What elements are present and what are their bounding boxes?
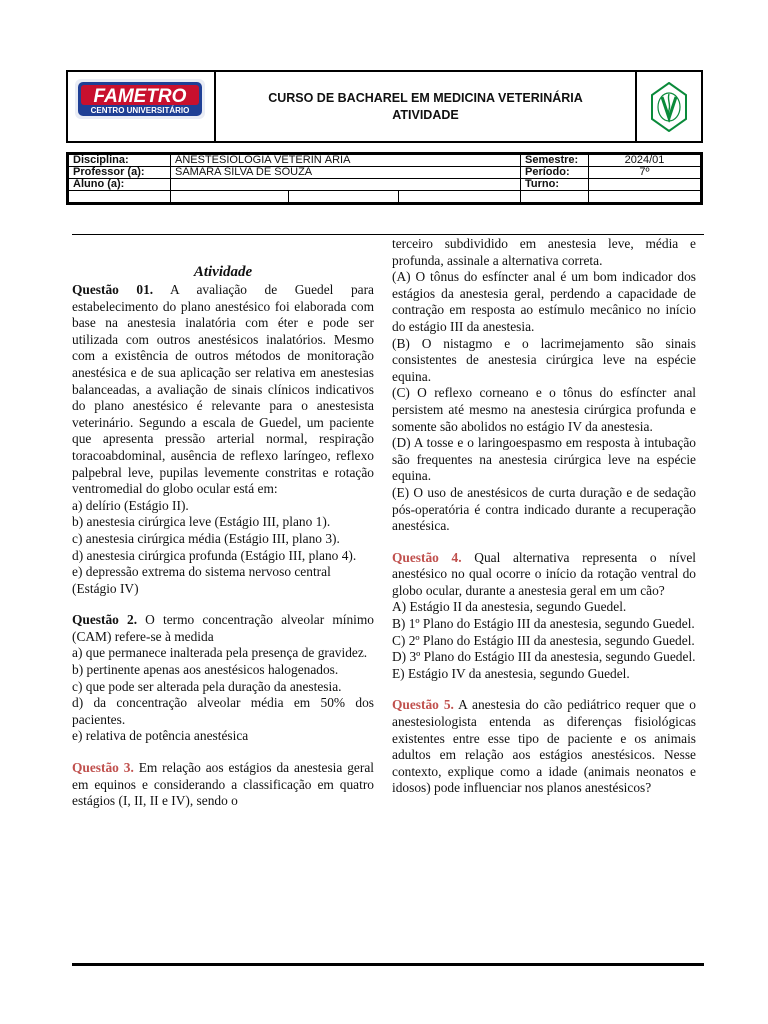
question-2 — [72, 612, 374, 645]
info-table — [66, 152, 703, 205]
table-row — [69, 179, 701, 191]
question-3-label: Questão 3. — [72, 760, 134, 776]
blank-cell — [521, 191, 589, 203]
question-1-label: Questão 01. — [72, 282, 154, 297]
course-title: CURSO DE BACHAREL EM MEDICINA VETERINÁRIA — [268, 90, 583, 105]
question-3-option: (C) O reflexo corneano e o tônus do esfíncter anal persistem até mesmo na anestesia cirúrgica profunda e somente são abolidos no estágio IV da anestesia. — [392, 385, 696, 434]
blank-cell — [399, 191, 521, 203]
student-value — [171, 179, 521, 191]
question-2-option: b) pertinente apenas aos anestésicos halogenados. — [72, 662, 339, 678]
fametro-logo — [75, 79, 205, 119]
question-2-option: d) da concentração alveolar média em 50% dos pacientes. — [72, 695, 374, 727]
semester-label: Semestre: — [521, 155, 589, 167]
question-2-option: a) que permanece inalterada pela presença de gravidez. — [72, 645, 368, 661]
document-header — [66, 70, 703, 143]
discipline-value: ANESTESIOLOGIA VETERIN ÁRIA — [171, 155, 521, 167]
question-5 — [392, 697, 696, 797]
question-3-text: Em relação aos estágios da anestesia geral em equinos e considerando a classificação em quatro estágios (I, II, II e IV), sendo o — [72, 760, 374, 809]
period-value: 7º — [589, 167, 701, 179]
question-3-option: (E) O uso de anestésicos de curta duração e de sedação pós-operatória é contra indicado durante a recuperação anestésica. — [392, 484, 696, 534]
header-title-block — [216, 72, 635, 141]
veterinary-seal-icon — [651, 82, 687, 132]
activity-title: ATIVIDADE — [392, 107, 459, 122]
page-title: Atividade — [193, 264, 253, 280]
blank-cell — [69, 191, 171, 203]
shift-value — [589, 179, 701, 191]
question-1 — [72, 282, 374, 498]
question-5-text: A anestesia do cão pediátrico requer que o anestesiologista entenda as diferenças fisiológicas existentes entre esse tipo de paciente e os animais adultos em relação aos estágios anestésicos. Nesse contexto, explique como a idade (animais neonatos e idosos) pode influenciar nos planos anestésicos? — [392, 697, 696, 796]
bottom-divider — [72, 963, 704, 966]
question-3-continuation: terceiro subdividido em anestesia leve, média e profunda, assinale a alternativa correta. — [392, 236, 696, 268]
table-row — [69, 167, 701, 179]
logo-cell — [68, 72, 216, 141]
shift-label: Turno: — [521, 179, 589, 191]
blank-cell — [289, 191, 399, 203]
question-2-option: e) relativa de potência anestésica — [72, 728, 249, 744]
table-row — [69, 155, 701, 167]
question-4-option: A) Estágio II da anestesia, segundo Guedel. — [392, 599, 627, 615]
question-4-option: E) Estágio IV da anestesia, segundo Guedel. — [392, 665, 630, 681]
seal-cell — [635, 72, 701, 141]
left-column — [72, 262, 374, 810]
question-2-option: c) que pode ser alterada pela duração da anestesia. — [72, 678, 342, 694]
question-3-option: (A) O tônus do esfíncter anal é um bom indicador dos estágios da anestesia geral, perdendo a capacidade de contração em resposta ao estímulo mecânico no início do estágio III da anestesia. — [392, 269, 696, 334]
question-1-option: b) anestesia cirúrgica leve (Estágio III, plano 1). — [72, 514, 331, 530]
question-4 — [392, 550, 696, 600]
question-1-text: A avaliação de Guedel para estabelecimento do plano anestésico foi elaborada com base na anestesia inalatória com éter e pode ser utilizada com outros anestésicos inalatórios. Mesmo com a existência de outros métodos de monitoração anestésica e de sua aplicação ser relativa em anestesias balanceadas, a avaliação de sinais clínicos indicativos do plano anestésico é relevante para o anestesista veterinário. Segundo a escala de Guedel, um paciente que apresenta pressão arterial normal, respiração toracoabdominal, ausência de reflexo laríngeo, reflexo palpebral leve, pupilas levemente constritas e rotação ventromedial do globo ocular está em: — [72, 282, 374, 497]
question-4-option: C) 2º Plano do Estágio III da anestesia, segundo Guedel. — [392, 632, 695, 648]
blank-cell — [589, 191, 701, 203]
period-label: Período: — [521, 167, 589, 179]
professor-label: Professor (a): — [69, 167, 171, 179]
question-4-label: Questão 4. — [392, 549, 462, 565]
question-4-option: D) 3º Plano do Estágio III da anestesia, segundo Guedel. — [392, 649, 696, 665]
top-divider — [72, 234, 704, 235]
blank-cell — [171, 191, 289, 203]
table-row — [69, 191, 701, 203]
discipline-label: Disciplina: — [69, 155, 171, 167]
question-1-option: d) anestesia cirúrgica profunda (Estágio III, plano 4). — [72, 547, 357, 563]
right-column — [392, 236, 696, 797]
student-label: Aluno (a): — [69, 179, 171, 191]
question-2-text: O termo concentração alveolar mínimo (CAM) refere-se à medida — [72, 612, 374, 644]
question-1-option: c) anestesia cirúrgica média (Estágio III, plano 3). — [72, 530, 340, 546]
professor-value: SAMARA SILVA DE SOUZA — [171, 167, 521, 179]
question-1-option: a) delírio (Estágio II). — [72, 497, 189, 513]
question-3-option: (B) O nistagmo e o lacrimejamento são sinais consistentes de anestesia cirúrgica leve na espécie equina. — [392, 335, 696, 384]
question-4-text: Qual alternativa representa o nível anestésico no qual ocorre o início da rotação ventral do globo ocular, durante a anestesia geral em um cão? — [392, 549, 696, 598]
question-3 — [72, 760, 374, 810]
question-3-option: (D) A tosse e o laringoespasmo em resposta à intubação são frequentes na anestesia cirúrgica leve na espécie equina. — [392, 435, 696, 484]
question-5-label: Questão 5. — [392, 697, 454, 713]
logo-main-text: FAMETRO — [93, 86, 187, 107]
logo-sub-text: CENTRO UNIVERSITÁRIO — [90, 106, 190, 115]
question-4-option: B) 1º Plano do Estágio III da anestesia, segundo Guedel. — [392, 616, 695, 632]
semester-value: 2024/01 — [589, 155, 701, 167]
question-2-label: Questão 2. — [72, 612, 138, 628]
question-1-option: e) depressão extrema do sistema nervoso central (Estágio IV) — [72, 564, 331, 596]
